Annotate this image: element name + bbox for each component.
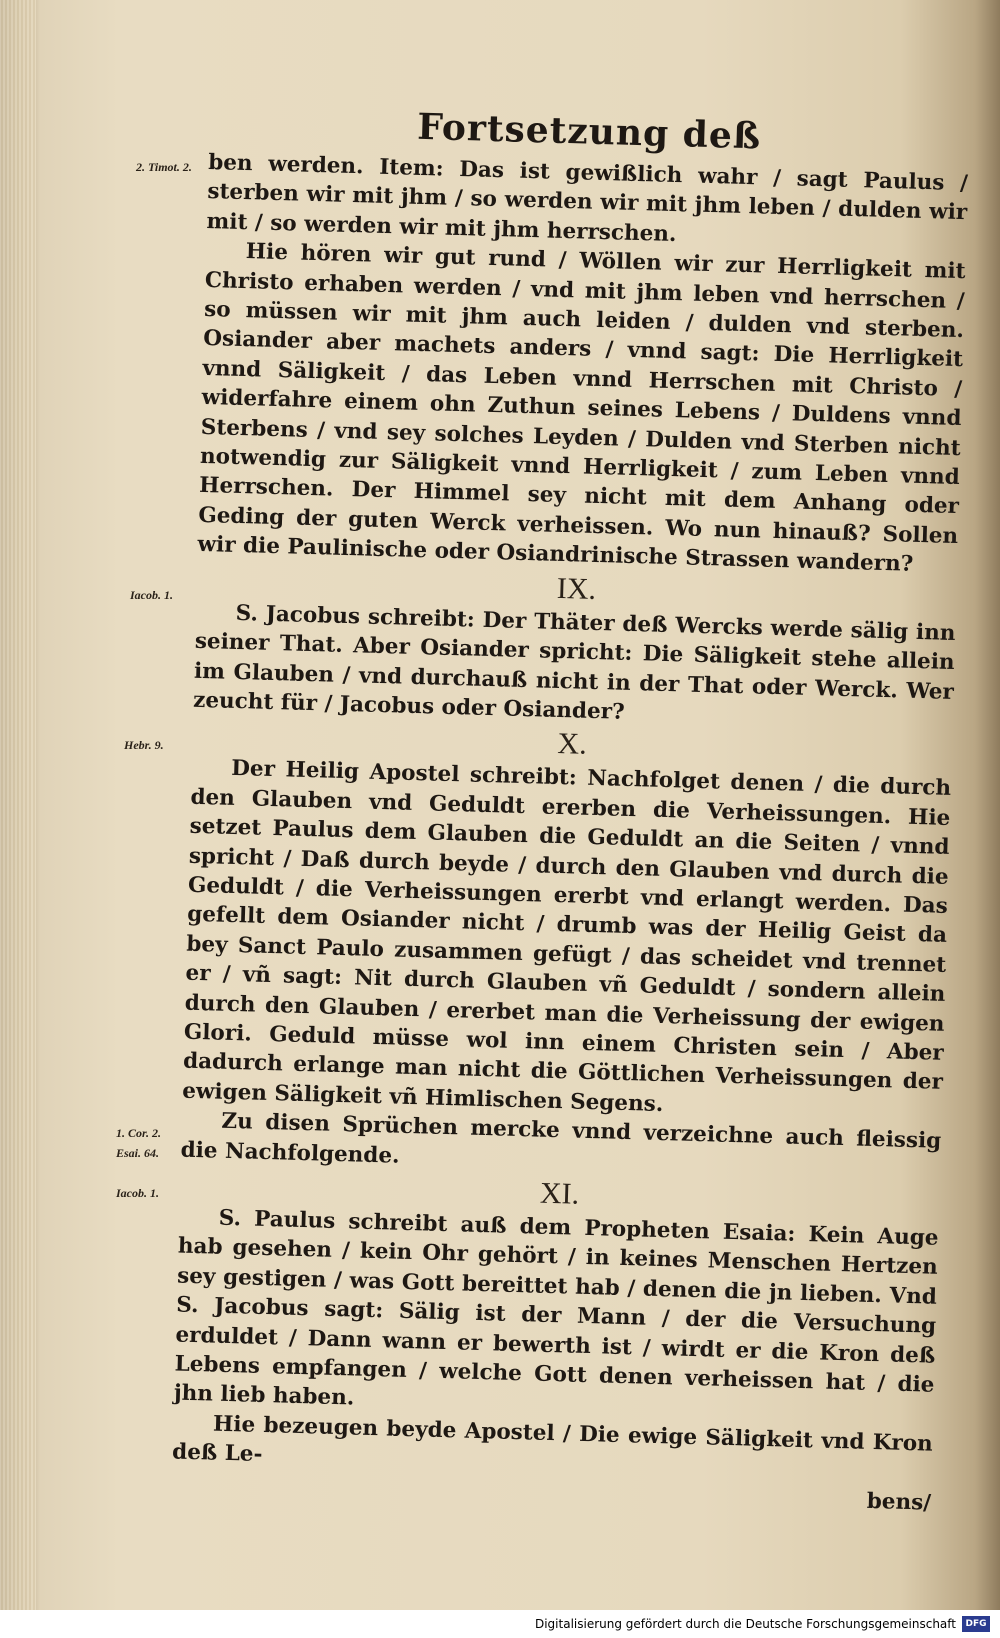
paragraph: Zu disen Sprüchen mercke vnnd verzeichne auch fleissig die Nachfolgende.: [180, 1108, 942, 1169]
section-numeral: IX.: [556, 571, 597, 606]
body-text: [172, 148, 969, 1488]
section-numeral: X.: [557, 727, 588, 762]
paragraph: Der Heilig Apostel schreibt: Nachfolget denen / die durch den Glauben vnd Geduldt ererben die Verheissungen. Hie setzet Paulus dem Glauben die Geduldt an die Seiten / vnnd spricht / Daß durch beyde / durch den Glauben vnd durch die Geduldt / die Verheissungen ererbt vnd erlangt werden. Das gefellt dem Osiander nicht / drumb was der Heilig Geist da bey Sanct Paulo zusammen gefügt / das scheidet vnd trennet er / vñ sagt: Nit durch Glauben vñ Geduldt / sondern allein durch den Glauben / ererbet man die Verheissung der ewigen Glori. Geduld müsse wol inn einem Christen sein / Aber dadurch erlange man nicht die Göttlichen Verheissungen der ewigen Säligkeit vñ Himlischen Segens.: [181, 756, 952, 1117]
margin-note: Hebr. 9.: [124, 738, 164, 752]
margin-note: 1. Cor. 2.: [116, 1126, 162, 1140]
page-edges: [0, 0, 36, 1610]
text-block: [171, 100, 970, 1515]
paragraph: S. Jacobus schreibt: Der Thäter deß Wercks werde sälig inn seiner That. Aber Osiander spricht: Die Säligkeit stehe allein im Glauben / vnd durchauß nicht in der That oder Werck. Wer zeucht für / Jacobus oder Osiander?: [192, 600, 956, 725]
paragraph: S. Paulus schreibt auß dem Propheten Esaia: Kein Auge hab gesehen / kein Ohr gehört / in keines Menschen Hertzen sey gestigen / was Gott bereittet hab / denen die jn lieben. Vnd S. Jacobus sagt: Sälig ist der Mann / der die Versuchung erduldet / Dann wann er bewerth ist / wirdt er die Kron deß Lebens empfangen / welche Gott denen verheissen hat / die jhn lieb haben.: [173, 1205, 939, 1411]
margin-note: Iacob. 1.: [116, 1186, 159, 1200]
footer-bar: [0, 1610, 1000, 1638]
dfg-logo: DFG: [962, 1616, 990, 1632]
paragraph: Hie bezeugen beyde Apostel / Die ewige Säligkeit vnd Kron deß Le-: [171, 1411, 934, 1468]
margin-note: 2. Timot. 2.: [136, 160, 192, 174]
margin-note: Esai. 64.: [116, 1146, 160, 1160]
footer-credit: Digitalisierung gefördert durch die Deutsche Forschungsgemeinschaft: [534, 1617, 956, 1631]
paragraph: Hie hören wir gut rund / Wöllen wir zur Herrligkeit mit Christo erhaben werden / vnd mit jhm leben vnd herrschen / so müssen wir mit jhm auch leiden / dulden vnd sterben. Osiander aber machets anders / vnnd sagt: Die Herrligkeit vnnd Säligkeit / das Leben vnnd Herrschen mit Christo / widerfahre einem ohn Zuthun seines Lebens / Duldens vnnd Sterbens / vnd sey solches Leyden / Dulden vnd Sterben nicht notwendig zur Säligkeit vnnd Herrligkeit / zum Leben vnnd Herrschen. Der Himmel sey nicht mit dem Anhang oder Geding der guten Werck verheissen. Wo nun hinauß? Sollen wir die Paulinische oder Osiandrinische Strassen wandern?: [197, 239, 966, 578]
margin-note: Iacob. 1.: [130, 588, 173, 602]
running-head: Fortsetzung deß: [416, 105, 762, 158]
catchword: bens/: [866, 1488, 932, 1516]
section-numeral: XI.: [539, 1176, 580, 1211]
paragraph: ben werden. Item: Das ist gewißlich wahr / sagt Paulus / sterben wir mit jhm / so werden wir mit jhm leben / dulden wir mit / so werden wir mit jhm herrschen.: [206, 149, 969, 247]
